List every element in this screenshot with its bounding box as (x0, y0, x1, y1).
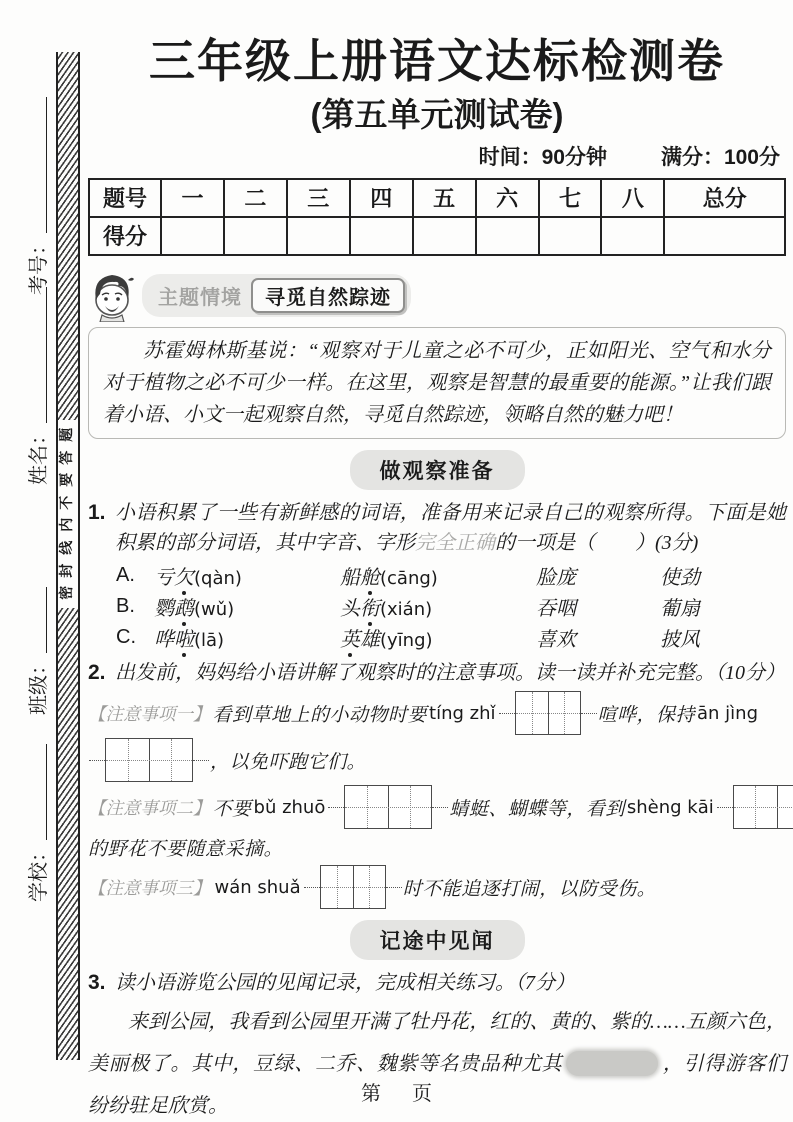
answer-grid (717, 785, 793, 829)
score-header-cell: 四 (350, 179, 413, 217)
grid-guide-line (106, 760, 192, 761)
question-1-head (88, 498, 786, 558)
score-header-cell: 八 (601, 179, 664, 217)
option-word: 使劲 (660, 566, 700, 589)
seal-char: 题 (60, 427, 76, 442)
exam-meta-row (88, 141, 786, 171)
smudged-blank (566, 1051, 658, 1076)
option-word: 船舱(cāng) (340, 561, 536, 590)
score-table-score-row (89, 217, 785, 255)
content-area (88, 26, 786, 1122)
full-score-label: 满分：100分 (660, 145, 780, 169)
student-avatar-icon (88, 270, 136, 322)
score-header-cell: 总分 (664, 179, 785, 217)
page-title: 三年级上册语文达标检测卷 (149, 35, 725, 87)
school-label: 学校： (28, 842, 50, 902)
question-3-number: 3. (88, 971, 106, 995)
notice-item-label: 【注意事项二】 (88, 797, 211, 818)
grid-guide-line (734, 807, 793, 808)
score-table-header-row (89, 179, 785, 217)
pinyin-clue: ān jìng (697, 702, 759, 724)
pinyin-annotation: (qàn) (194, 567, 242, 589)
class-field (25, 585, 51, 715)
grid-dash-right (193, 760, 209, 761)
seal-hatch-bottom (58, 608, 78, 1060)
emphasized-char: 欠 (174, 561, 194, 590)
student-name-label: 姓名： (28, 425, 50, 485)
theme-context-badge: 主题情境 (158, 287, 242, 310)
score-empty-cell (664, 217, 785, 255)
score-empty-cell (161, 217, 224, 255)
section-pill-observe-prep: 做观察准备 (350, 450, 525, 490)
option-word: 哗啦(lā) (154, 623, 340, 652)
grid-dash-left (304, 887, 320, 888)
score-empty-cell (601, 217, 664, 255)
score-empty-cell (350, 217, 413, 255)
option-word: 鹦鹉(wǔ) (154, 592, 340, 621)
student-name-blank (46, 287, 47, 423)
score-header-cell: 题号 (89, 179, 161, 217)
pinyin-annotation: (lā) (194, 629, 225, 651)
option-label: A. (116, 563, 135, 586)
grid-guide-line (345, 807, 431, 808)
seal-char: 答 (60, 450, 76, 465)
question-1-number: 1. (88, 500, 106, 524)
score-header-cell: 六 (476, 179, 539, 217)
seal-char: 内 (60, 518, 76, 533)
option-row (116, 591, 786, 622)
question-2-notices (88, 691, 786, 909)
notice-line (88, 832, 786, 862)
answer-grid (328, 785, 448, 829)
score-table (88, 178, 786, 256)
seal-hatch-top (58, 52, 78, 420)
writing-grid (733, 785, 793, 829)
seal-char: 不 (60, 495, 76, 510)
score-header-cell: 三 (287, 179, 350, 217)
notice-line (88, 865, 786, 909)
time-label: 时间：90分钟 (478, 145, 607, 169)
question-1-prompt (115, 498, 786, 558)
question-1-prompt-pre: 小语积累了一些有新鲜感的词语，准备用来记录自己的观察所得。下面是她积累的部分词语，其中字音、字形 (115, 501, 786, 554)
emphasized-char: 舱 (360, 561, 380, 590)
notice-text: 的野花不要随意采摘。 (88, 838, 284, 860)
student-name-field (25, 285, 51, 485)
theme-title-badge: 寻觅自然踪迹 (251, 278, 405, 313)
notice-text: 不要 (212, 798, 252, 820)
option-word: 喜欢 (536, 628, 576, 651)
score-empty-cell (413, 217, 476, 255)
notice-item-label: 【注意事项三】 (88, 877, 211, 898)
pinyin-clue: shèng kāi (626, 796, 714, 818)
grid-guide-line (516, 713, 580, 714)
score-empty-cell (287, 217, 350, 255)
question-2-number: 2. (88, 660, 106, 684)
writing-grid (344, 785, 432, 829)
school-field (25, 742, 51, 902)
option-word: 头衔(xián) (340, 592, 536, 621)
section-pill-trip-notes: 记途中见闻 (350, 920, 525, 960)
score-empty-cell (224, 217, 287, 255)
exam-number-blank (46, 97, 47, 233)
option-row (116, 622, 786, 653)
pinyin-annotation: (yīng) (380, 629, 433, 651)
writing-grid (320, 865, 386, 909)
pinyin-clue: wán shuǎ (214, 876, 301, 898)
notice-text: 蜻蜓、蝴蝶等，看到 (449, 798, 625, 820)
pinyin-annotation: (wǔ) (194, 598, 235, 620)
grid-dash-left (499, 713, 515, 714)
question-2-head (88, 658, 786, 688)
writing-grid (515, 691, 581, 735)
notice-line (88, 785, 786, 829)
question-1-prompt-post: 的一项是（ ）(3分) (495, 531, 699, 554)
pinyin-clue: tíng zhǐ (429, 702, 496, 724)
answer-grid (304, 865, 402, 909)
theme-quote-box: 苏霍姆林斯基说：“观察对于儿童之必不可少，正如阳光、空气和水分对于植物之必不可少一样。在这里，观察是智慧的最重要的能源。”让我们跟着小语、小文一起观察自然，寻觅自然踪迹，领略自然的魅力吧！ (88, 327, 786, 439)
seal-char: 要 (60, 472, 76, 487)
notice-text: ，以免吓跑它们。 (210, 751, 367, 773)
question-3-head (88, 968, 786, 998)
question-2-prompt: 出发前，妈妈给小语讲解了观察时的注意事项。读一读并补充完整。（10分） (115, 661, 785, 684)
seal-char: 线 (60, 540, 76, 555)
emphasized-char: 衔 (360, 592, 380, 621)
grid-dash-left (328, 807, 344, 808)
grid-dash-right (432, 807, 448, 808)
class-blank (46, 587, 47, 653)
seal-line-text (58, 420, 78, 608)
passage-text-before: 来到公园，我看到公园里开满了牡丹花，红的、黄的、紫的……五颜六色，美丽极了。其中，豆绿、二乔、魏紫等名贵品种尤其 (88, 1010, 786, 1075)
seal-char: 封 (60, 563, 76, 578)
question-3-prompt: 读小语游览公园的见闻记录，完成相关练习。（7分） (115, 972, 575, 995)
score-row-label: 得分 (89, 217, 161, 255)
option-label: B. (116, 594, 135, 617)
grid-dash-right (581, 713, 597, 714)
answer-grid (499, 691, 597, 735)
score-empty-cell (539, 217, 602, 255)
grid-dash-left (717, 807, 733, 808)
option-word: 亏欠(qàn) (154, 561, 340, 590)
option-word: 英雄(yīng) (340, 623, 536, 652)
seal-char: 密 (60, 585, 76, 600)
grid-dash-left (89, 760, 105, 761)
page-subtitle: (第五单元测试卷) (310, 95, 564, 133)
exam-number-field (25, 95, 51, 295)
grid-dash-right (386, 887, 402, 888)
emphasized-char: 英 (340, 623, 360, 652)
emphasized-char: 鹉 (174, 592, 194, 621)
pinyin-clue: bǔ zhuō (253, 796, 326, 818)
pinyin-annotation: (cāng) (380, 567, 438, 589)
page-number-footer: 第 页 (361, 1083, 432, 1105)
seal-line (56, 52, 80, 1060)
notice-line (88, 738, 786, 782)
exam-number-label: 考号： (28, 235, 50, 295)
question-2 (88, 658, 786, 909)
score-empty-cell (476, 217, 539, 255)
grid-guide-line (321, 887, 385, 888)
option-word: 葡扇 (660, 597, 700, 620)
school-blank (46, 744, 47, 840)
theme-badges (142, 274, 411, 317)
option-word: 披风 (660, 628, 700, 651)
option-label: C. (116, 625, 136, 648)
score-header-cell: 二 (224, 179, 287, 217)
score-header-cell: 七 (539, 179, 602, 217)
emphasized-char: 啦 (174, 623, 194, 652)
question-1-prompt-emphasis: 完全正确 (415, 531, 495, 554)
passage-text-after: ，引得游客们纷纷驻足欣赏。 (88, 1052, 787, 1117)
notice-text: 时不能追逐打闹，以防受伤。 (402, 878, 657, 900)
option-word: 脸庞 (536, 566, 576, 589)
notice-text: 看到草地上的小动物时要 (212, 704, 428, 726)
option-row (116, 560, 786, 591)
option-word: 吞咽 (536, 597, 576, 620)
writing-grid (105, 738, 193, 782)
notice-item-label: 【注意事项一】 (88, 703, 211, 724)
question-1 (88, 498, 786, 653)
theme-strip (88, 270, 786, 322)
answer-grid (89, 738, 209, 782)
score-header-cell: 五 (413, 179, 476, 217)
notice-text: 喧哗，保持 (597, 704, 696, 726)
question-1-options (116, 560, 786, 653)
pinyin-annotation: (xián) (380, 598, 433, 620)
notice-line (88, 691, 786, 735)
class-label: 班级： (28, 655, 50, 715)
score-header-cell: 一 (161, 179, 224, 217)
